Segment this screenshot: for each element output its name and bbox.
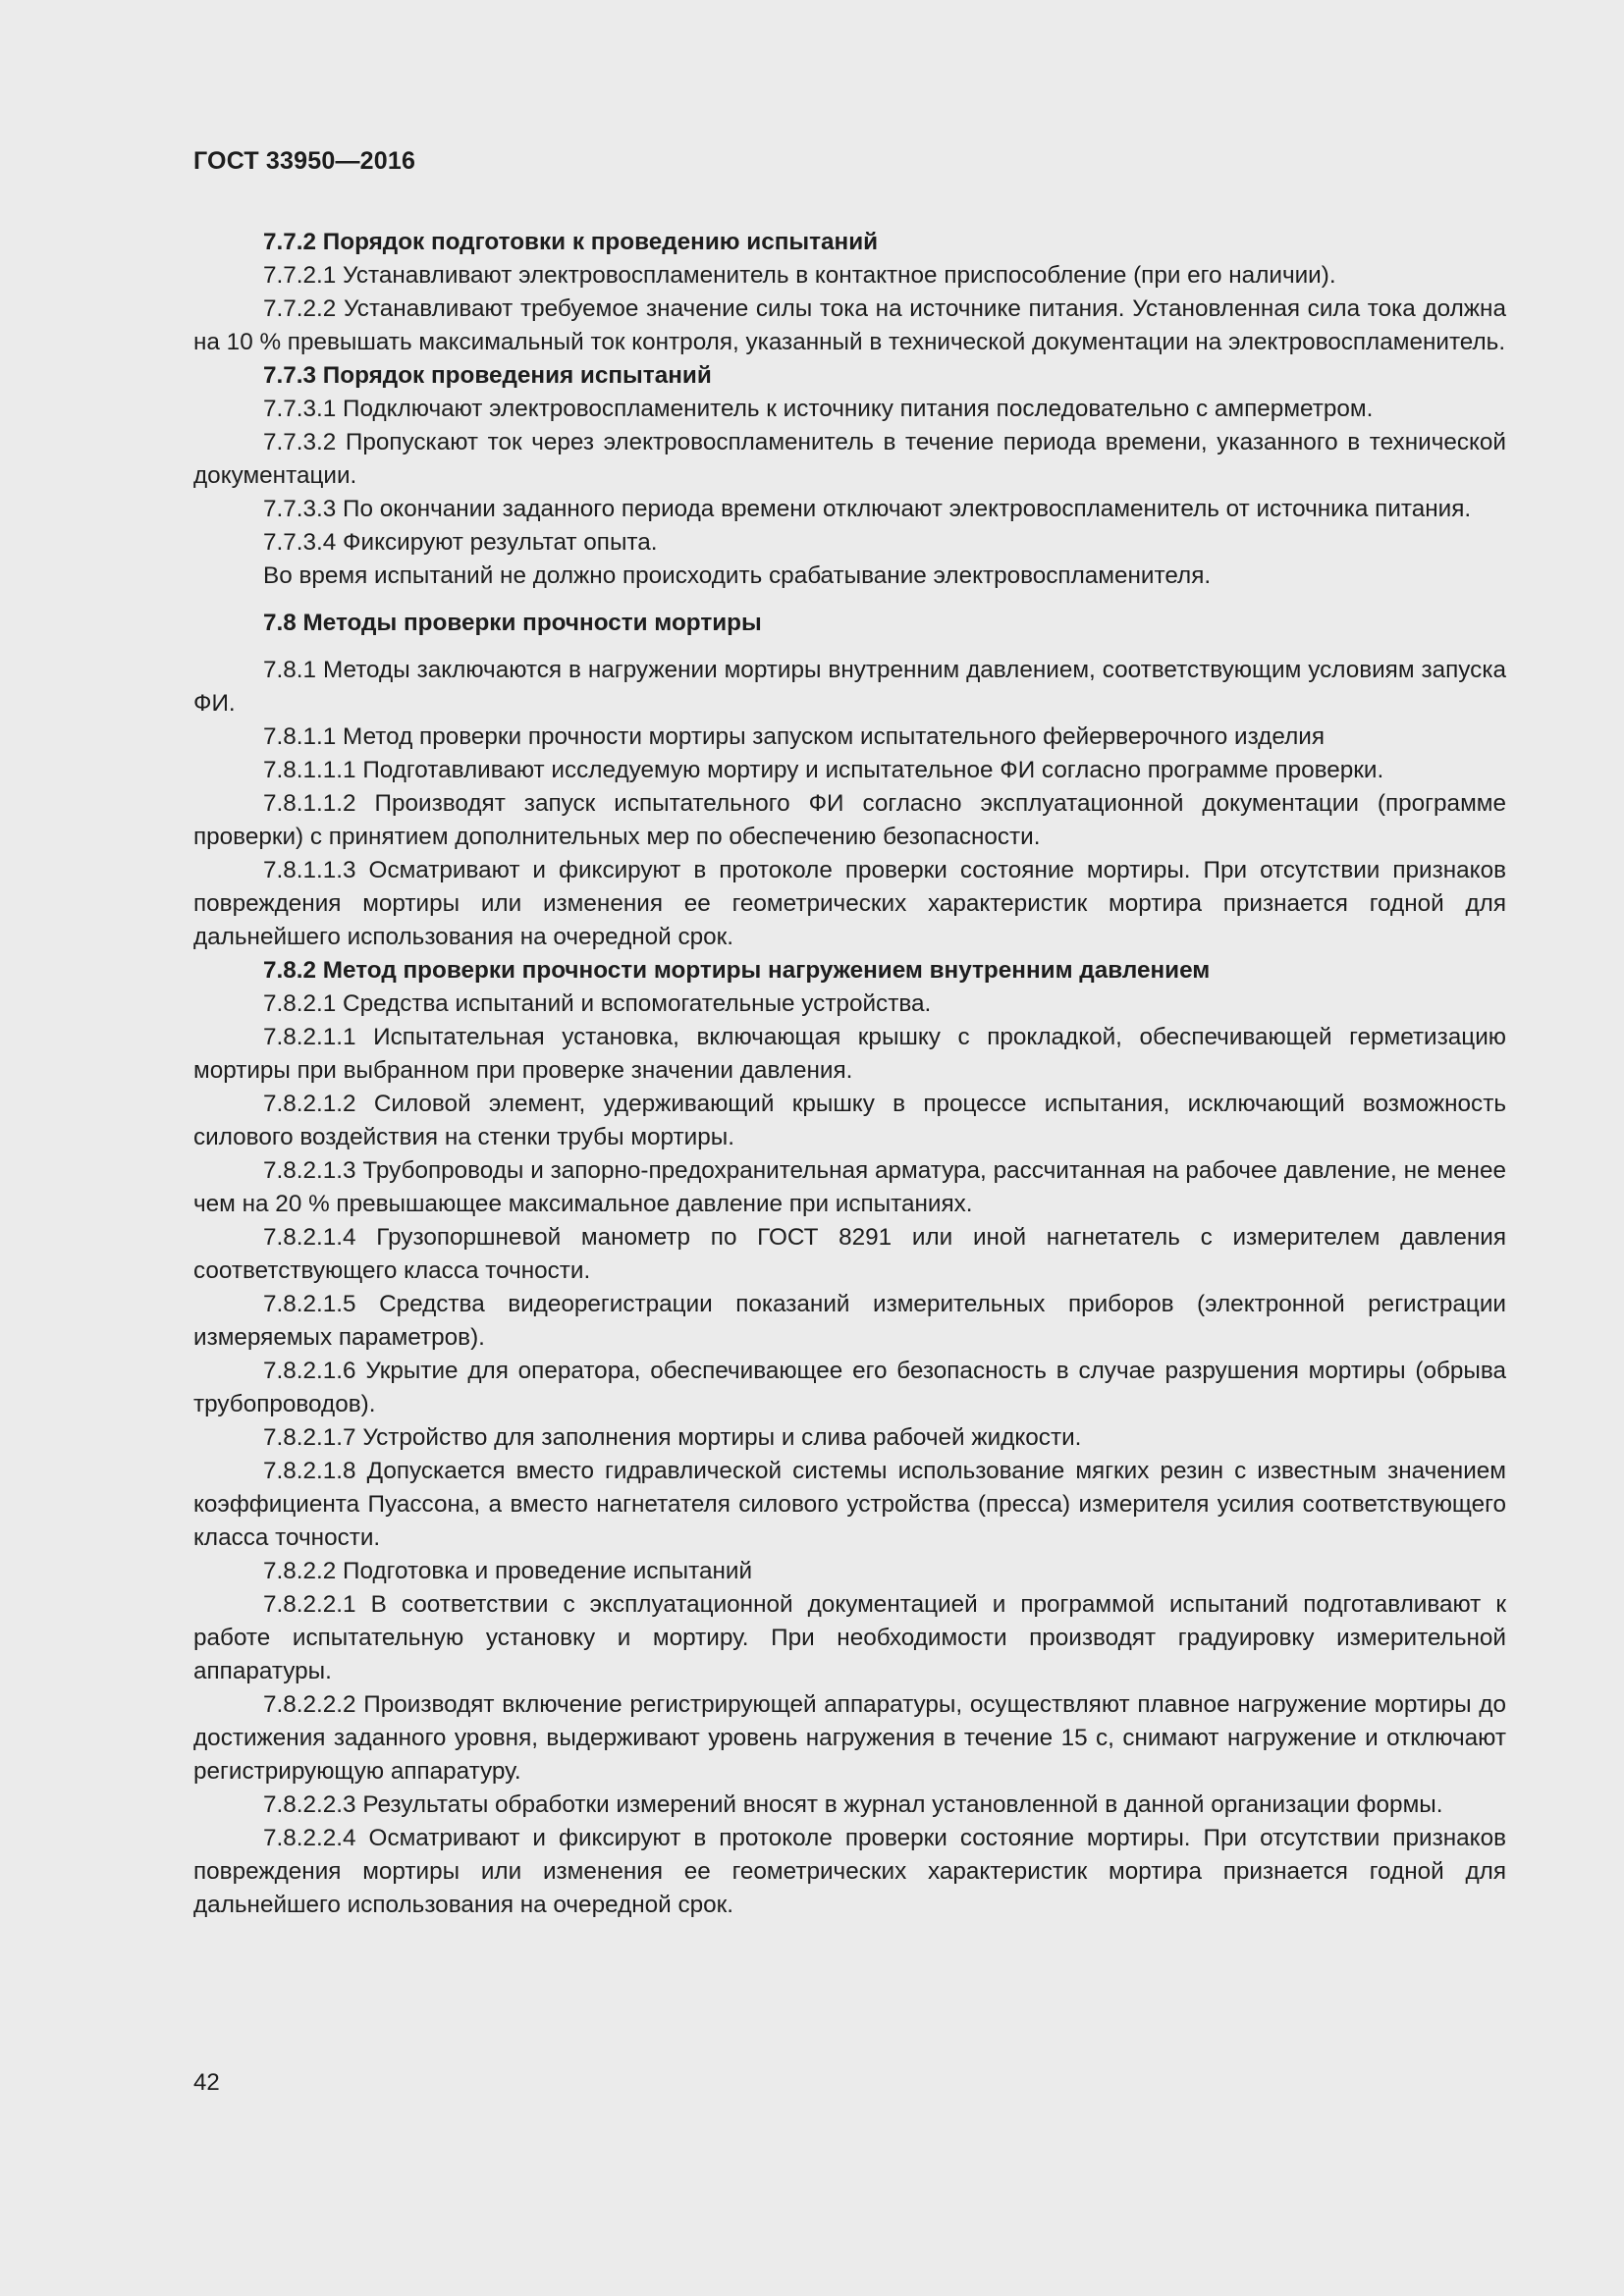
paragraph-7-8-1-1-3: 7.8.1.1.3 Осматривают и фиксируют в протоколе проверки состояние мортиры. При отсутствии признаков повреждения мортиры или изменения ее геометрических характеристик мортира признается годной для дальнейшего использования на очередной срок.	[193, 857, 1506, 950]
paragraph-7-8-1-1: 7.8.1.1 Метод проверки прочности мортиры запуском испытательного фейерверочного изделия	[263, 723, 1325, 750]
heading-7-7-2: 7.7.2 Порядок подготовки к проведению испытаний	[263, 229, 879, 255]
heading-7-8-2: 7.8.2 Метод проверки прочности мортиры нагружением внутренним давлением	[263, 957, 1211, 984]
paragraph-7-8-2-2-3: 7.8.2.2.3 Результаты обработки измерений вносят в журнал установленной в данной организации формы.	[263, 1791, 1443, 1818]
paragraph-7-8-2-1-6: 7.8.2.1.6 Укрытие для оператора, обеспечивающее его безопасность в случае разрушения мортиры (обрыва трубопроводов).	[193, 1358, 1506, 1417]
paragraph-7-8-2-1-3: 7.8.2.1.3 Трубопроводы и запорно-предохранительная арматура, рассчитанная на рабочее давление, не менее чем на 20 % превышающее максимальное давление при испытаниях.	[193, 1157, 1506, 1217]
paragraph-7-8-2-1: 7.8.2.1 Средства испытаний и вспомогательные устройства.	[263, 990, 932, 1017]
paragraph-7-8-2-2: 7.8.2.2 Подготовка и проведение испытаний	[263, 1558, 753, 1584]
page-number: 42	[193, 2069, 220, 2096]
paragraph-7-8-2-1-8: 7.8.2.1.8 Допускается вместо гидравлической системы использование мягких резин с известным значением коэффициента Пуассона, а вместо нагнетателя силового устройства (пресса) измерителя усилия соответствующего класса точности.	[193, 1458, 1506, 1551]
paragraph-7-8-2-1-7: 7.8.2.1.7 Устройство для заполнения мортиры и слива рабочей жидкости.	[263, 1424, 1082, 1451]
paragraph-7-8-2-1-5: 7.8.2.1.5 Средства видеорегистрации показаний измерительных приборов (электронной регистрации измеряемых параметров).	[193, 1291, 1506, 1351]
heading-7-7-3: 7.7.3 Порядок проведения испытаний	[263, 362, 712, 389]
paragraph-7-7-3-3: 7.7.3.3 По окончании заданного периода времени отключают электровоспламенитель от источника питания.	[263, 496, 1472, 522]
paragraph-7-7-3-4: 7.7.3.4 Фиксируют результат опыта.	[263, 529, 658, 556]
paragraph-7-8-2-2-2: 7.8.2.2.2 Производят включение регистрирующей аппаратуры, осуществляют плавное нагружение мортиры до достижения заданного уровня, выдерживают уровень нагружения в течение 15 с, снимают нагружение и отключают регистрирующую аппаратуру.	[193, 1691, 1506, 1785]
document-header: ГОСТ 33950—2016	[193, 147, 416, 175]
paragraph-note: Во время испытаний не должно происходить срабатывание электровоспламенителя.	[263, 562, 1212, 589]
paragraph-7-7-3-1: 7.7.3.1 Подключают электровоспламенитель к источнику питания последовательно с амперметром.	[263, 396, 1374, 422]
paragraph-7-8-1-1-1: 7.8.1.1.1 Подготавливают исследуемую мортиру и испытательное ФИ согласно программе проверки.	[263, 757, 1384, 783]
paragraph-7-8-2-1-4: 7.8.2.1.4 Грузопоршневой манометр по ГОСТ 8291 или иной нагнетатель с измерителем давления соответствующего класса точности.	[193, 1224, 1506, 1284]
paragraph-7-8-2-2-4: 7.8.2.2.4 Осматривают и фиксируют в протоколе проверки состояние мортиры. При отсутствии признаков повреждения мортиры или изменения ее геометрических характеристик мортира признается годной для дальнейшего использования на очередной срок.	[193, 1825, 1506, 1918]
paragraph-7-8-1: 7.8.1 Методы заключаются в нагружении мортиры внутренним давлением, соответствующим условиям запуска ФИ.	[193, 657, 1506, 717]
paragraph-7-7-3-2: 7.7.3.2 Пропускают ток через электровоспламенитель в течение периода времени, указанного в технической документации.	[193, 429, 1506, 489]
paragraph-7-8-2-1-2: 7.8.2.1.2 Силовой элемент, удерживающий крышку в процессе испытания, исключающий возможность силового воздействия на стенки трубы мортиры.	[193, 1091, 1506, 1150]
paragraph-7-8-2-2-1: 7.8.2.2.1 В соответствии с эксплуатационной документацией и программой испытаний подготавливают к работе испытательную установку и мортиру. При необходимости производят градуировку измерительной аппаратуры.	[193, 1591, 1506, 1684]
paragraph-7-7-2-1: 7.7.2.1 Устанавливают электровоспламенитель в контактное приспособление (при его наличии).	[263, 262, 1336, 289]
paragraph-7-7-2-2: 7.7.2.2 Устанавливают требуемое значение силы тока на источнике питания. Установленная сила тока должна на 10 % превышать максимальный ток контроля, указанный в технической документации на электровоспламенитель.	[193, 295, 1506, 355]
paragraph-7-8-2-1-1: 7.8.2.1.1 Испытательная установка, включающая крышку с прокладкой, обеспечивающей герметизацию мортиры при выбранном при проверке значении давления.	[193, 1024, 1506, 1084]
paragraph-7-8-1-1-2: 7.8.1.1.2 Производят запуск испытательного ФИ согласно эксплуатационной документации (программе проверки) с принятием дополнительных мер по обеспечению безопасности.	[193, 790, 1506, 850]
section-heading-7-8: 7.8 Методы проверки прочности мортиры	[263, 610, 762, 636]
document-body	[193, 226, 1506, 1922]
